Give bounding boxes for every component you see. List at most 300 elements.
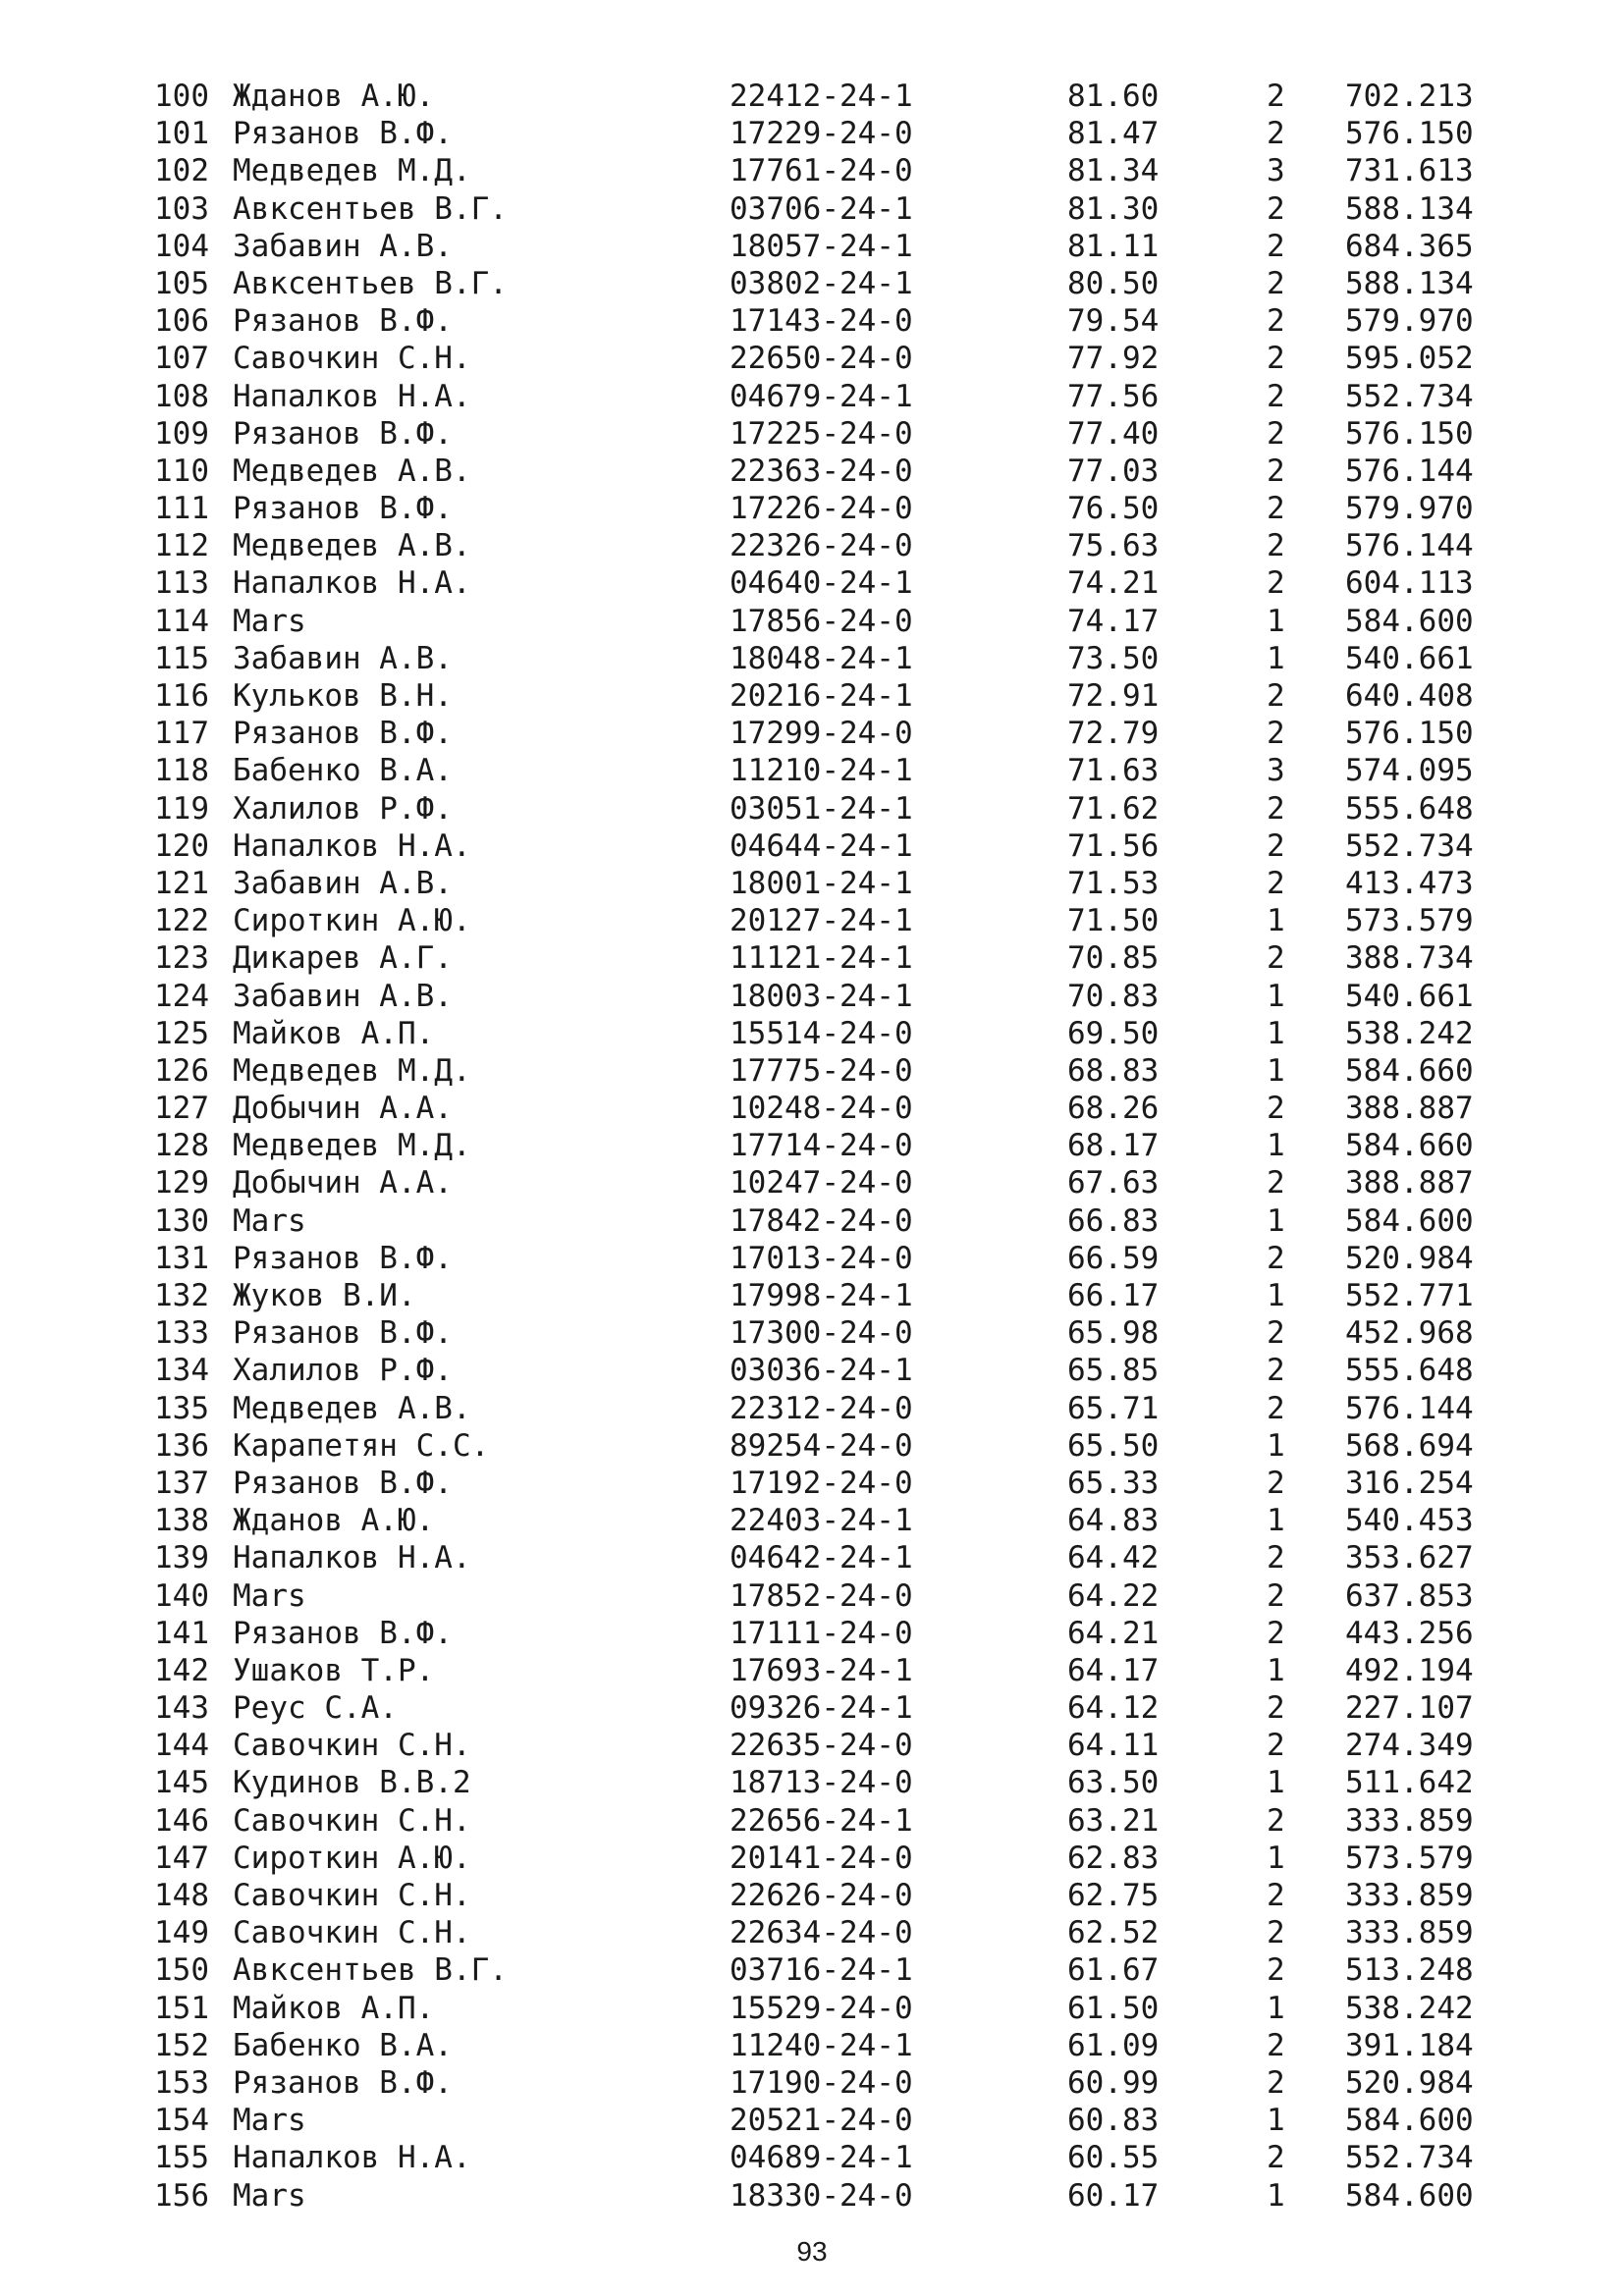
participant-name: Mars bbox=[233, 1202, 306, 1239]
row-number: 154 bbox=[154, 2103, 209, 2139]
table-row bbox=[154, 1802, 1529, 1840]
score-value: 63.21 bbox=[1067, 1802, 1160, 1839]
table-row bbox=[154, 1240, 1529, 1277]
count-value: 1 bbox=[1267, 903, 1285, 939]
row-number: 106 bbox=[154, 303, 209, 340]
count-value: 1 bbox=[1267, 1128, 1285, 1164]
row-number: 130 bbox=[154, 1202, 209, 1239]
count-value: 1 bbox=[1267, 978, 1285, 1014]
score-value: 64.22 bbox=[1067, 1577, 1160, 1614]
entry-code: 03706-24-1 bbox=[730, 190, 913, 227]
table-row bbox=[154, 1914, 1529, 1951]
count-value: 2 bbox=[1267, 1690, 1285, 1727]
table-row bbox=[154, 1427, 1529, 1465]
table-row bbox=[154, 415, 1529, 453]
entry-code: 20141-24-0 bbox=[730, 1840, 913, 1876]
row-number: 141 bbox=[154, 1615, 209, 1651]
participant-name: Реус С.А. bbox=[233, 1690, 398, 1727]
row-number: 156 bbox=[154, 2177, 209, 2214]
row-number: 135 bbox=[154, 1390, 209, 1426]
score-value: 81.30 bbox=[1067, 190, 1160, 227]
participant-name: Халилов Р.Ф. bbox=[233, 1353, 453, 1389]
entry-code: 22656-24-1 bbox=[730, 1802, 913, 1839]
total-value: 604.113 bbox=[1345, 565, 1474, 602]
count-value: 1 bbox=[1267, 1503, 1285, 1539]
row-number: 138 bbox=[154, 1503, 209, 1539]
table-row bbox=[154, 978, 1529, 1015]
participant-name: Савочкин С.Н. bbox=[233, 1802, 471, 1839]
score-value: 75.63 bbox=[1067, 528, 1160, 564]
total-value: 227.107 bbox=[1345, 1690, 1474, 1727]
count-value: 1 bbox=[1267, 1052, 1285, 1089]
entry-code: 17852-24-0 bbox=[730, 1577, 913, 1614]
total-value: 584.660 bbox=[1345, 1052, 1474, 1089]
page-number: 93 bbox=[796, 2236, 828, 2267]
entry-code: 22363-24-0 bbox=[730, 453, 913, 489]
entry-code: 03802-24-1 bbox=[730, 265, 913, 301]
count-value: 2 bbox=[1267, 678, 1285, 714]
row-number: 112 bbox=[154, 528, 209, 564]
table-row bbox=[154, 1052, 1529, 1090]
score-value: 60.99 bbox=[1067, 2064, 1160, 2101]
participant-name: Рязанов В.Ф. bbox=[233, 116, 453, 152]
row-number: 152 bbox=[154, 2027, 209, 2063]
table-row bbox=[154, 78, 1529, 115]
row-number: 140 bbox=[154, 1577, 209, 1614]
count-value: 2 bbox=[1267, 1728, 1285, 1764]
total-value: 588.134 bbox=[1345, 265, 1474, 301]
score-value: 67.63 bbox=[1067, 1165, 1160, 1201]
score-value: 66.17 bbox=[1067, 1278, 1160, 1313]
table-row bbox=[154, 1502, 1529, 1539]
score-value: 81.60 bbox=[1067, 79, 1160, 114]
count-value: 2 bbox=[1267, 790, 1285, 827]
count-value: 2 bbox=[1267, 453, 1285, 489]
total-value: 333.859 bbox=[1345, 1802, 1474, 1839]
row-number: 113 bbox=[154, 565, 209, 602]
entry-code: 03051-24-1 bbox=[730, 790, 913, 827]
score-value: 65.71 bbox=[1067, 1390, 1160, 1426]
score-value: 71.53 bbox=[1067, 865, 1160, 901]
participant-name: Напалков Н.А. bbox=[233, 1540, 471, 1576]
participant-name: Авксентьев В.Г. bbox=[233, 265, 508, 301]
entry-code: 22650-24-0 bbox=[730, 341, 913, 377]
total-value: 640.408 bbox=[1345, 678, 1474, 714]
participant-name: Медведев А.В. bbox=[233, 453, 471, 489]
participant-name: Забавин А.В. bbox=[233, 228, 453, 264]
row-number: 144 bbox=[154, 1728, 209, 1764]
row-number: 136 bbox=[154, 1427, 209, 1464]
entry-code: 18003-24-1 bbox=[730, 978, 913, 1014]
participant-name: Рязанов В.Ф. bbox=[233, 2064, 453, 2101]
total-value: 388.887 bbox=[1345, 1165, 1474, 1201]
count-value: 1 bbox=[1267, 603, 1285, 639]
row-number: 108 bbox=[154, 378, 209, 414]
total-value: 573.579 bbox=[1345, 1840, 1474, 1876]
participant-name: Рязанов В.Ф. bbox=[233, 1615, 453, 1651]
row-number: 139 bbox=[154, 1540, 209, 1576]
count-value: 1 bbox=[1267, 1765, 1285, 1801]
entry-code: 17226-24-0 bbox=[730, 491, 913, 527]
total-value: 452.968 bbox=[1345, 1315, 1474, 1352]
row-number: 155 bbox=[154, 2140, 209, 2176]
participant-name: Авксентьев В.Г. bbox=[233, 1952, 508, 1989]
count-value: 2 bbox=[1267, 565, 1285, 602]
row-number: 125 bbox=[154, 1015, 209, 1051]
participant-name: Авксентьев В.Г. bbox=[233, 190, 508, 227]
row-number: 153 bbox=[154, 2064, 209, 2101]
table-row bbox=[154, 2102, 1529, 2139]
count-value: 2 bbox=[1267, 1878, 1285, 1913]
participant-name: Mars bbox=[233, 2177, 306, 2214]
total-value: 274.349 bbox=[1345, 1728, 1474, 1764]
score-value: 68.26 bbox=[1067, 1091, 1160, 1127]
row-number: 127 bbox=[154, 1091, 209, 1127]
entry-code: 18713-24-0 bbox=[730, 1765, 913, 1801]
score-value: 71.50 bbox=[1067, 903, 1160, 939]
score-value: 74.21 bbox=[1067, 565, 1160, 602]
score-value: 64.42 bbox=[1067, 1540, 1160, 1576]
score-value: 70.83 bbox=[1067, 978, 1160, 1014]
row-number: 123 bbox=[154, 940, 209, 977]
table-row bbox=[154, 1652, 1529, 1689]
row-number: 128 bbox=[154, 1128, 209, 1164]
table-row bbox=[154, 603, 1529, 640]
table-row bbox=[154, 228, 1529, 265]
row-number: 122 bbox=[154, 903, 209, 939]
score-value: 77.56 bbox=[1067, 378, 1160, 414]
score-value: 77.40 bbox=[1067, 415, 1160, 452]
table-row bbox=[154, 939, 1529, 977]
score-value: 65.50 bbox=[1067, 1427, 1160, 1464]
table-row bbox=[154, 115, 1529, 152]
entry-code: 04640-24-1 bbox=[730, 565, 913, 602]
score-value: 71.62 bbox=[1067, 790, 1160, 827]
row-number: 147 bbox=[154, 1840, 209, 1876]
score-value: 62.83 bbox=[1067, 1840, 1160, 1876]
table-row bbox=[154, 564, 1529, 602]
table-row bbox=[154, 1352, 1529, 1389]
total-value: 513.248 bbox=[1345, 1952, 1474, 1989]
row-number: 105 bbox=[154, 265, 209, 301]
participant-name: Сироткин А.Ю. bbox=[233, 903, 471, 939]
count-value: 2 bbox=[1267, 1540, 1285, 1576]
participant-name: Савочкин С.Н. bbox=[233, 1878, 471, 1913]
entry-code: 04679-24-1 bbox=[730, 378, 913, 414]
participant-name: Карапетян С.С. bbox=[233, 1427, 490, 1464]
table-row bbox=[154, 1689, 1529, 1727]
participant-name: Забавин А.В. bbox=[233, 640, 453, 676]
entry-code: 04642-24-1 bbox=[730, 1540, 913, 1576]
row-number: 118 bbox=[154, 753, 209, 789]
entry-code: 89254-24-0 bbox=[730, 1427, 913, 1464]
total-value: 520.984 bbox=[1345, 2064, 1474, 2101]
total-value: 576.144 bbox=[1345, 528, 1474, 564]
total-value: 588.134 bbox=[1345, 190, 1474, 227]
count-value: 1 bbox=[1267, 1427, 1285, 1464]
total-value: 333.859 bbox=[1345, 1915, 1474, 1951]
score-value: 65.85 bbox=[1067, 1353, 1160, 1389]
entry-code: 17225-24-0 bbox=[730, 415, 913, 452]
total-value: 538.242 bbox=[1345, 1990, 1474, 2026]
row-number: 110 bbox=[154, 453, 209, 489]
count-value: 2 bbox=[1267, 716, 1285, 752]
score-value: 71.63 bbox=[1067, 753, 1160, 789]
score-value: 68.83 bbox=[1067, 1052, 1160, 1089]
table-row bbox=[154, 1615, 1529, 1652]
entry-code: 17761-24-0 bbox=[730, 153, 913, 189]
count-value: 2 bbox=[1267, 1915, 1285, 1951]
total-value: 443.256 bbox=[1345, 1615, 1474, 1651]
table-row bbox=[154, 265, 1529, 302]
table-row bbox=[154, 1015, 1529, 1052]
row-number: 101 bbox=[154, 116, 209, 152]
participant-name: Рязанов В.Ф. bbox=[233, 1465, 453, 1501]
row-number: 120 bbox=[154, 828, 209, 864]
participant-name: Рязанов В.Ф. bbox=[233, 415, 453, 452]
entry-code: 22412-24-1 bbox=[730, 79, 913, 114]
row-number: 145 bbox=[154, 1765, 209, 1801]
row-number: 137 bbox=[154, 1465, 209, 1501]
table-row bbox=[154, 828, 1529, 865]
score-value: 63.50 bbox=[1067, 1765, 1160, 1801]
participant-name: Добычин А.А. bbox=[233, 1091, 453, 1127]
count-value: 2 bbox=[1267, 190, 1285, 227]
count-value: 1 bbox=[1267, 1840, 1285, 1876]
row-number: 150 bbox=[154, 1952, 209, 1989]
participant-name: Mars bbox=[233, 1577, 306, 1614]
total-value: 316.254 bbox=[1345, 1465, 1474, 1501]
score-value: 81.34 bbox=[1067, 153, 1160, 189]
count-value: 1 bbox=[1267, 2177, 1285, 2214]
score-value: 61.09 bbox=[1067, 2027, 1160, 2063]
count-value: 2 bbox=[1267, 828, 1285, 864]
entry-code: 17013-24-0 bbox=[730, 1240, 913, 1276]
table-row bbox=[154, 1951, 1529, 1989]
participant-name: Напалков Н.А. bbox=[233, 2140, 471, 2176]
table-row bbox=[154, 1390, 1529, 1427]
table-row bbox=[154, 152, 1529, 189]
row-number: 117 bbox=[154, 716, 209, 752]
count-value: 1 bbox=[1267, 1202, 1285, 1239]
participant-name: Кульков В.Н. bbox=[233, 678, 453, 714]
total-value: 584.600 bbox=[1345, 603, 1474, 639]
table-row bbox=[154, 302, 1529, 340]
row-number: 131 bbox=[154, 1240, 209, 1276]
row-number: 114 bbox=[154, 603, 209, 639]
row-number: 102 bbox=[154, 153, 209, 189]
row-number: 119 bbox=[154, 790, 209, 827]
score-value: 64.83 bbox=[1067, 1503, 1160, 1539]
count-value: 2 bbox=[1267, 341, 1285, 377]
entry-code: 17714-24-0 bbox=[730, 1128, 913, 1164]
count-value: 2 bbox=[1267, 415, 1285, 452]
table-row bbox=[154, 865, 1529, 902]
participant-name: Рязанов В.Ф. bbox=[233, 1315, 453, 1352]
participant-name: Сироткин А.Ю. bbox=[233, 1840, 471, 1876]
entry-code: 17229-24-0 bbox=[730, 116, 913, 152]
entry-code: 22634-24-0 bbox=[730, 1915, 913, 1951]
table-row bbox=[154, 2064, 1529, 2102]
participant-name: Савочкин С.Н. bbox=[233, 1915, 471, 1951]
score-value: 65.33 bbox=[1067, 1465, 1160, 1501]
total-value: 584.660 bbox=[1345, 1128, 1474, 1164]
participant-name: Савочкин С.Н. bbox=[233, 1728, 471, 1764]
score-value: 69.50 bbox=[1067, 1015, 1160, 1051]
total-value: 388.734 bbox=[1345, 940, 1474, 977]
total-value: 492.194 bbox=[1345, 1652, 1474, 1688]
entry-code: 15529-24-0 bbox=[730, 1990, 913, 2026]
participant-name: Рязанов В.Ф. bbox=[233, 1240, 453, 1276]
participant-name: Медведев М.Д. bbox=[233, 1052, 471, 1089]
count-value: 2 bbox=[1267, 1952, 1285, 1989]
total-value: 555.648 bbox=[1345, 1353, 1474, 1389]
total-value: 511.642 bbox=[1345, 1765, 1474, 1801]
participant-name: Медведев М.Д. bbox=[233, 153, 471, 189]
score-value: 77.03 bbox=[1067, 453, 1160, 489]
participant-name: Напалков Н.А. bbox=[233, 828, 471, 864]
row-number: 148 bbox=[154, 1878, 209, 1913]
count-value: 1 bbox=[1267, 2103, 1285, 2139]
score-value: 80.50 bbox=[1067, 265, 1160, 301]
entry-code: 11210-24-1 bbox=[730, 753, 913, 789]
count-value: 2 bbox=[1267, 1390, 1285, 1426]
participant-name: Дикарев А.Г. bbox=[233, 940, 453, 977]
participant-name: Халилов Р.Ф. bbox=[233, 790, 453, 827]
total-value: 584.600 bbox=[1345, 2103, 1474, 2139]
total-value: 574.095 bbox=[1345, 753, 1474, 789]
score-value: 64.11 bbox=[1067, 1728, 1160, 1764]
entry-code: 22403-24-1 bbox=[730, 1503, 913, 1539]
count-value: 1 bbox=[1267, 1652, 1285, 1688]
table-row bbox=[154, 1465, 1529, 1502]
total-value: 540.453 bbox=[1345, 1503, 1474, 1539]
count-value: 2 bbox=[1267, 265, 1285, 301]
score-value: 76.50 bbox=[1067, 491, 1160, 527]
score-value: 64.21 bbox=[1067, 1615, 1160, 1651]
total-value: 552.734 bbox=[1345, 2140, 1474, 2176]
participant-name: Бабенко В.А. bbox=[233, 2027, 453, 2063]
table-row bbox=[154, 752, 1529, 789]
table-row bbox=[154, 715, 1529, 752]
row-number: 100 bbox=[154, 79, 209, 114]
total-value: 555.648 bbox=[1345, 790, 1474, 827]
count-value: 2 bbox=[1267, 303, 1285, 340]
entry-code: 17775-24-0 bbox=[730, 1052, 913, 1089]
entry-code: 18330-24-0 bbox=[730, 2177, 913, 2214]
total-value: 333.859 bbox=[1345, 1878, 1474, 1913]
table-row bbox=[154, 1277, 1529, 1314]
participant-name: Жданов А.Ю. bbox=[233, 1503, 435, 1539]
table-row bbox=[154, 1840, 1529, 1877]
entry-code: 11240-24-1 bbox=[730, 2027, 913, 2063]
table-row bbox=[154, 640, 1529, 677]
count-value: 2 bbox=[1267, 1577, 1285, 1614]
entry-code: 20521-24-0 bbox=[730, 2103, 913, 2139]
total-value: 568.694 bbox=[1345, 1427, 1474, 1464]
entry-code: 17300-24-0 bbox=[730, 1315, 913, 1352]
total-value: 353.627 bbox=[1345, 1540, 1474, 1576]
table-row bbox=[154, 1877, 1529, 1914]
entry-code: 09326-24-1 bbox=[730, 1690, 913, 1727]
participant-name: Медведев М.Д. bbox=[233, 1128, 471, 1164]
results-table bbox=[154, 78, 1529, 2215]
participant-name: Майков А.П. bbox=[233, 1015, 435, 1051]
count-value: 2 bbox=[1267, 2140, 1285, 2176]
total-value: 579.970 bbox=[1345, 491, 1474, 527]
table-row bbox=[154, 1539, 1529, 1576]
total-value: 684.365 bbox=[1345, 228, 1474, 264]
entry-code: 10247-24-0 bbox=[730, 1165, 913, 1201]
count-value: 2 bbox=[1267, 1315, 1285, 1352]
score-value: 68.17 bbox=[1067, 1128, 1160, 1164]
row-number: 142 bbox=[154, 1652, 209, 1688]
participant-name: Савочкин С.Н. bbox=[233, 341, 471, 377]
table-row bbox=[154, 1764, 1529, 1801]
table-row bbox=[154, 190, 1529, 228]
entry-code: 18057-24-1 bbox=[730, 228, 913, 264]
count-value: 3 bbox=[1267, 753, 1285, 789]
table-row bbox=[154, 1577, 1529, 1615]
entry-code: 03036-24-1 bbox=[730, 1353, 913, 1389]
total-value: 552.734 bbox=[1345, 828, 1474, 864]
row-number: 126 bbox=[154, 1052, 209, 1089]
total-value: 595.052 bbox=[1345, 341, 1474, 377]
count-value: 1 bbox=[1267, 1278, 1285, 1313]
participant-name: Забавин А.В. bbox=[233, 865, 453, 901]
table-row bbox=[154, 340, 1529, 377]
row-number: 104 bbox=[154, 228, 209, 264]
total-value: 576.150 bbox=[1345, 415, 1474, 452]
score-value: 81.11 bbox=[1067, 228, 1160, 264]
participant-name: Рязанов В.Ф. bbox=[233, 716, 453, 752]
total-value: 573.579 bbox=[1345, 903, 1474, 939]
score-value: 62.52 bbox=[1067, 1915, 1160, 1951]
score-value: 74.17 bbox=[1067, 603, 1160, 639]
table-row bbox=[154, 1127, 1529, 1164]
row-number: 115 bbox=[154, 640, 209, 676]
entry-code: 17998-24-1 bbox=[730, 1278, 913, 1313]
participant-name: Добычин А.А. bbox=[233, 1165, 453, 1201]
entry-code: 22626-24-0 bbox=[730, 1878, 913, 1913]
total-value: 576.150 bbox=[1345, 716, 1474, 752]
row-number: 116 bbox=[154, 678, 209, 714]
row-number: 129 bbox=[154, 1165, 209, 1201]
score-value: 65.98 bbox=[1067, 1315, 1160, 1352]
total-value: 731.613 bbox=[1345, 153, 1474, 189]
row-number: 103 bbox=[154, 190, 209, 227]
entry-code: 17190-24-0 bbox=[730, 2064, 913, 2101]
count-value: 2 bbox=[1267, 1240, 1285, 1276]
count-value: 1 bbox=[1267, 1990, 1285, 2026]
table-row bbox=[154, 1990, 1529, 2027]
count-value: 2 bbox=[1267, 1615, 1285, 1651]
table-row bbox=[154, 2027, 1529, 2064]
count-value: 1 bbox=[1267, 1015, 1285, 1051]
score-value: 77.92 bbox=[1067, 341, 1160, 377]
count-value: 2 bbox=[1267, 116, 1285, 152]
entry-code: 22312-24-0 bbox=[730, 1390, 913, 1426]
table-row bbox=[154, 1727, 1529, 1764]
entry-code: 17143-24-0 bbox=[730, 303, 913, 340]
total-value: 584.600 bbox=[1345, 2177, 1474, 2214]
count-value: 2 bbox=[1267, 865, 1285, 901]
participant-name: Кудинов В.В.2 bbox=[233, 1765, 471, 1801]
row-number: 146 bbox=[154, 1802, 209, 1839]
score-value: 66.59 bbox=[1067, 1240, 1160, 1276]
total-value: 540.661 bbox=[1345, 640, 1474, 676]
score-value: 61.50 bbox=[1067, 1990, 1160, 2026]
